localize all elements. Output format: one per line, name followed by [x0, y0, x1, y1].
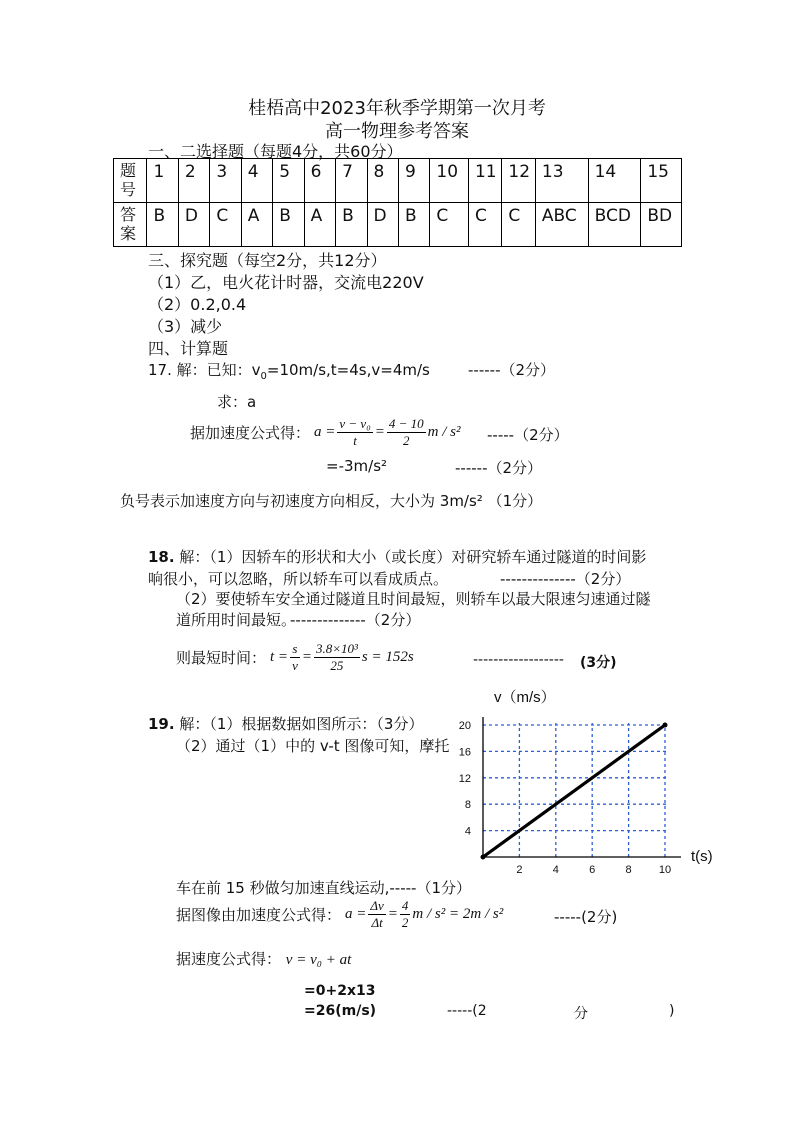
x-tick-label: 6: [589, 864, 596, 876]
q19-calc-score-b: 分: [574, 1006, 588, 1022]
q18-part1-line2: 响很小，可以忽略，所以轿车可以看成质点。: [148, 570, 449, 588]
question-number-cell: 12: [502, 159, 535, 203]
question-number-cell: 6: [304, 159, 335, 203]
q19-part2-line1: （2）通过（1）中的 v-t 图像可知，摩托: [176, 737, 450, 755]
y-tick-label: 4: [464, 825, 471, 838]
question-number-cell: 1: [147, 159, 178, 203]
x-tick-label: 2: [516, 864, 523, 876]
row-header-question-number: 题 号: [114, 159, 147, 203]
answer-cell: B: [273, 203, 304, 247]
q17-conclusion: 负号表示加速度方向与初速度方向相反，大小为 3m/s² （1分）: [120, 492, 543, 510]
answer-cell: D: [367, 203, 398, 247]
vt-chart: [440, 680, 740, 880]
answer-cell: C: [502, 203, 535, 247]
x-tick-label: 10: [658, 864, 672, 876]
question-number-cell: 8: [367, 159, 398, 203]
q18-fraction-2: $\frac{\text{3.8×10³}}{25}$: [315, 641, 358, 673]
q19-part1: 19. 解：（1）根据数据如图所示：（3分）: [148, 715, 424, 733]
answer-cell: ABC: [535, 203, 588, 247]
section3-item-2: （2）0.2,0.4: [148, 295, 247, 314]
q17-find: 求：a: [217, 393, 257, 411]
section3-item-3: （3）减少: [148, 317, 223, 336]
answer-cell: B: [147, 203, 178, 247]
q18-part1-line1: 18. 解：（1）因轿车的形状和大小（或长度）对研究轿车通过隧道的时间影: [148, 548, 647, 566]
question-number-cell: 11: [468, 159, 501, 203]
q19-calc-result: =26(m/s): [304, 1003, 377, 1019]
q19-accel-formula: 据图像由加速度公式得： a = $\frac{\Delta v}{\Delta t}$ = $\frac{4}{2}$ m / s² = 2m / s²: [176, 898, 504, 930]
q19-fraction-1: $\frac{\Delta v}{\Delta t}$: [370, 898, 384, 930]
x-axis-label: t(s): [691, 848, 713, 865]
answer-key-subtitle: 高一物理参考答案: [325, 121, 469, 142]
q18-fraction-1: $\frac{s}{v}$: [292, 641, 298, 673]
answer-cell: C: [468, 203, 501, 247]
question-number-cell: 9: [398, 159, 429, 203]
answer-cell: A: [304, 203, 335, 247]
x-tick-label: 4: [552, 864, 559, 876]
section1-heading: 一、二选择题（每题4分，共60分）: [148, 142, 403, 161]
q17-result: =-3m/s²: [326, 457, 388, 475]
section3-heading: 三、探究题（每空2分，共12分）: [148, 251, 387, 270]
q17-formula: 据加速度公式得： a = $\frac{\text{v − v₀}}{t}$ = $\frac{4 - 10}{2}$ m / s²: [190, 416, 461, 448]
answer-cell: A: [241, 203, 272, 247]
y-tick-label: 12: [458, 772, 471, 785]
answer-row: [114, 203, 682, 247]
data-point: [481, 855, 486, 860]
answer-cell: BCD: [588, 203, 641, 247]
question-number-cell: 7: [336, 159, 367, 203]
q18-formula-score-dashes: ------------------: [473, 652, 564, 668]
q18-formula: 则最短时间： t = $\frac{s}{v}$ = $\frac{\text{3.8×10³}}{25}$ s = 152s: [176, 641, 414, 673]
question-number-cell: 15: [641, 159, 682, 203]
q17-given-score: ------（2分）: [468, 361, 556, 379]
question-number-cell: 2: [178, 159, 209, 203]
answer-cell: BD: [641, 203, 682, 247]
answer-cell: C: [210, 203, 241, 247]
velocity-line: [483, 725, 665, 857]
question-number-cell: 4: [241, 159, 272, 203]
q19-velocity-formula: 据速度公式得： v = v₀ + at: [176, 950, 352, 968]
data-point: [663, 723, 668, 728]
answer-cell: B: [398, 203, 429, 247]
q18-part1-score: --------------（2分）: [500, 570, 631, 588]
q18-part2-line2: 道所用时间最短。: [176, 611, 297, 629]
q19-calc-step: =0+2x13: [304, 983, 376, 999]
question-number-cell: 13: [535, 159, 588, 203]
y-axis-label: v（m/s）: [494, 689, 556, 706]
q19-part2-line2: 车在前 15 秒做匀加速直线运动,-----（1分）: [176, 879, 471, 897]
q19-calc-score-c: ): [669, 1003, 675, 1019]
y-tick-label: 20: [458, 720, 471, 732]
answer-cell: B: [336, 203, 367, 247]
question-number-cell: 3: [210, 159, 241, 203]
q17-formula-score: -----（2分）: [487, 426, 569, 444]
section4-heading: 四、计算题: [148, 339, 229, 358]
question-number-cell: 14: [588, 159, 641, 203]
q17-result-score: ------（2分）: [455, 459, 543, 477]
row-header-answer: 答 案: [114, 203, 147, 247]
x-tick-label: 8: [625, 864, 632, 876]
q19-accel-score: -----(2分): [554, 908, 618, 926]
q17-fraction-1: $\frac{\text{v − v₀}}{t}$: [339, 416, 371, 448]
answer-table: [113, 158, 682, 247]
q18-part2-score: --------------（2分）: [290, 611, 421, 629]
q18-part2-line1: （2）要使轿车安全通过隧道且时间最短，则轿车以最大限速匀速通过隧: [176, 590, 651, 608]
y-tick-label: 8: [464, 799, 471, 812]
answer-cell: D: [178, 203, 209, 247]
y-tick-label: 16: [458, 746, 471, 759]
answer-cell: C: [430, 203, 469, 247]
exam-title: 桂梧高中2023年秋季学期第一次月考: [248, 98, 546, 119]
question-number-cell: 5: [273, 159, 304, 203]
q18-formula-score: (3分): [580, 655, 617, 671]
q19-calc-score-a: -----(2: [447, 1003, 487, 1019]
q17-fraction-2: $\frac{4 - 10}{2}$: [388, 416, 424, 448]
question-number-cell: 10: [430, 159, 469, 203]
section3-item-1: （1）乙，电火花计时器，交流电220V: [148, 273, 424, 292]
q17-given: 17. 解：已知：$v_0=10m/s,t=4s,v=4m/s$: [148, 361, 430, 382]
q19-fraction-2: $\frac{4}{2}$: [401, 898, 409, 930]
question-number-row: [114, 159, 682, 203]
